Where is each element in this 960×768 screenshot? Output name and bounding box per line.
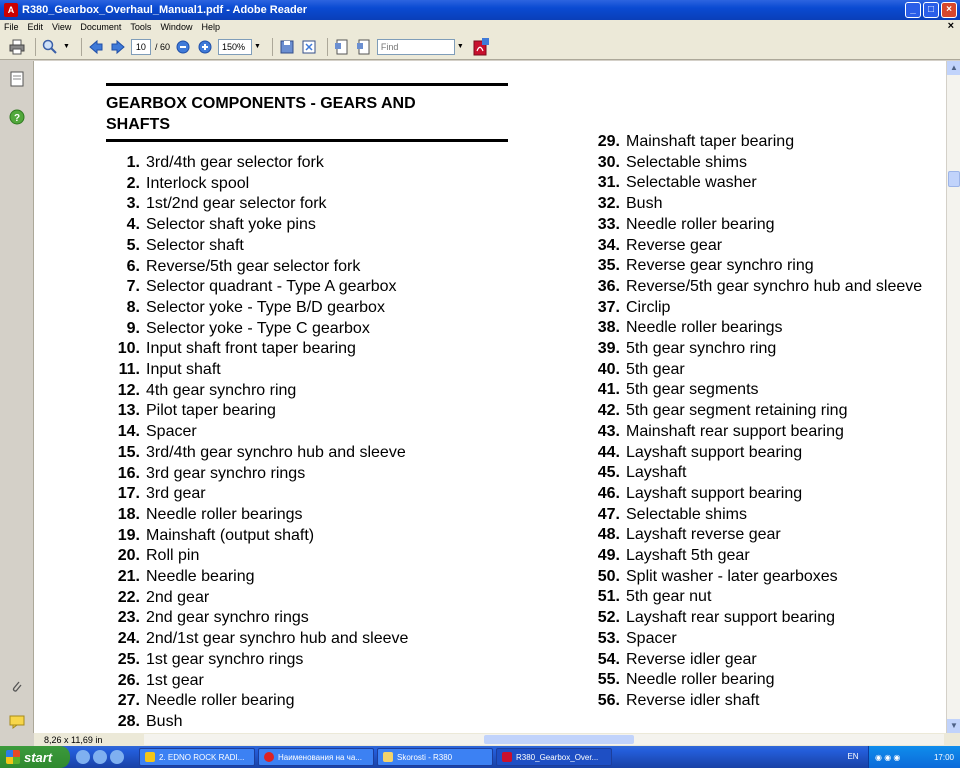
- item-text: Reverse gear: [626, 236, 723, 254]
- zoom-out-icon[interactable]: [174, 38, 192, 56]
- search-icon[interactable]: [41, 38, 59, 56]
- menu-help[interactable]: Help: [201, 22, 220, 32]
- list-item: [106, 319, 408, 340]
- continuous-page-icon[interactable]: [355, 38, 373, 56]
- item-number: 25.: [117, 650, 140, 668]
- svg-text:?: ?: [13, 113, 21, 124]
- taskbar: [0, 746, 960, 768]
- task-label: 2. EDNO ROCK RADI...: [159, 752, 245, 762]
- list-item: [106, 153, 408, 174]
- list-item: [106, 546, 408, 567]
- item-number: 46.: [597, 484, 620, 502]
- list-item: [106, 629, 408, 650]
- page-total: / 60: [154, 41, 170, 52]
- list-item: [586, 360, 922, 381]
- item-text: 2nd/1st gear synchro hub and sleeve: [146, 630, 409, 648]
- list-item: [586, 505, 922, 526]
- list-item: [586, 318, 922, 339]
- item-number: 3.: [126, 195, 140, 213]
- toolbar-separator: [327, 38, 328, 56]
- arrow-left-icon[interactable]: [87, 38, 105, 56]
- item-text: Circlip: [626, 298, 671, 316]
- list-item: [106, 671, 408, 692]
- menu-file[interactable]: File: [4, 22, 19, 32]
- list-item: [106, 174, 408, 195]
- item-text: Reverse gear synchro ring: [626, 257, 814, 275]
- list-item: [106, 712, 408, 733]
- item-number: 24.: [117, 630, 140, 648]
- item-text: Split washer - later gearboxes: [626, 567, 838, 585]
- item-text: Bush: [146, 712, 183, 730]
- item-number: 50.: [597, 567, 620, 585]
- horizontal-scrollbar[interactable]: [144, 734, 944, 745]
- item-text: Selector quadrant - Type A gearbox: [146, 278, 397, 296]
- document-close-icon[interactable]: ×: [947, 20, 954, 32]
- item-number: 53.: [597, 629, 620, 647]
- task-label: Наименования на ча...: [278, 752, 362, 762]
- navigation-sidebar: [0, 61, 34, 733]
- comments-icon[interactable]: [8, 715, 26, 733]
- system-tray: [847, 746, 960, 768]
- adobe-reader-icon: [502, 752, 512, 762]
- item-text: Roll pin: [146, 547, 200, 565]
- menu-view[interactable]: View: [52, 22, 72, 32]
- list-item: [106, 526, 408, 547]
- list-item: [106, 443, 408, 464]
- list-item: [106, 298, 408, 319]
- item-text: 3rd/4th gear synchro hub and sleeve: [146, 443, 406, 461]
- list-item: [586, 380, 922, 401]
- item-text: Selector shaft yoke pins: [146, 216, 316, 234]
- item-text: Needle roller bearing: [146, 692, 295, 710]
- save-icon[interactable]: [278, 38, 296, 56]
- item-number: 5.: [126, 236, 140, 254]
- item-text: 1st/2nd gear selector fork: [146, 195, 327, 213]
- item-number: 31.: [597, 174, 620, 192]
- item-text: Layshaft rear support bearing: [626, 609, 836, 627]
- item-text: 4th gear synchro ring: [146, 381, 297, 399]
- close-button[interactable]: ×: [941, 2, 957, 18]
- item-text: Selectable washer: [626, 174, 757, 192]
- item-number: 17.: [117, 485, 140, 503]
- taskbar-item-opera[interactable]: [258, 748, 374, 766]
- item-text: Layshaft support bearing: [626, 484, 803, 502]
- item-number: 21.: [117, 568, 140, 586]
- list-item: [586, 443, 922, 464]
- list-item: [586, 236, 922, 257]
- single-page-icon[interactable]: [333, 38, 351, 56]
- item-text: 1st gear synchro rings: [146, 650, 304, 668]
- pdf-create-icon[interactable]: [472, 38, 490, 56]
- item-number: 41.: [597, 381, 620, 399]
- item-text: 5th gear synchro ring: [626, 340, 777, 358]
- item-number: 33.: [597, 215, 620, 233]
- list-item: [106, 277, 408, 298]
- item-text: Bush: [626, 195, 663, 213]
- list-item: [106, 339, 408, 360]
- minimize-button[interactable]: _: [905, 2, 921, 18]
- taskbar-item-folder[interactable]: [377, 748, 493, 766]
- scroll-thumb[interactable]: [948, 171, 960, 187]
- item-number: 55.: [597, 671, 620, 689]
- item-text: Mainshaft rear support bearing: [626, 422, 844, 440]
- list-item: [586, 629, 922, 650]
- maximize-button[interactable]: □: [923, 2, 939, 18]
- toolbar-separator: [272, 38, 273, 56]
- item-number: 52.: [597, 609, 620, 627]
- item-number: 9.: [126, 319, 140, 337]
- item-number: 14.: [117, 423, 140, 441]
- item-text: Reverse idler shaft: [626, 691, 760, 709]
- item-text: Reverse/5th gear synchro hub and sleeve: [626, 277, 923, 295]
- list-item: [106, 422, 408, 443]
- list-item: [586, 670, 922, 691]
- item-number: 4.: [126, 216, 140, 234]
- item-text: 5th gear nut: [626, 588, 712, 606]
- list-item: [106, 257, 408, 278]
- heading-line-2: SHAFTS: [106, 116, 170, 133]
- list-item: [586, 132, 922, 153]
- item-number: 19.: [117, 526, 140, 544]
- list-item: [106, 236, 408, 257]
- item-number: 26.: [117, 671, 140, 689]
- start-label: start: [24, 749, 53, 765]
- parts-list-left: [106, 153, 408, 733]
- item-text: 3rd gear: [146, 485, 206, 503]
- item-text: Input shaft front taper bearing: [146, 340, 356, 358]
- arrow-right-icon[interactable]: [109, 38, 127, 56]
- item-number: 7.: [126, 278, 140, 296]
- item-number: 45.: [597, 464, 620, 482]
- clock: 17:00: [933, 752, 954, 762]
- item-number: 28.: [117, 712, 140, 730]
- item-text: Selectable shims: [626, 153, 747, 171]
- horizontal-scroll-thumb[interactable]: [484, 735, 634, 744]
- menu-tools[interactable]: Tools: [130, 22, 152, 32]
- list-item: [106, 360, 408, 381]
- list-item: [586, 256, 922, 277]
- pages-panel-icon[interactable]: [8, 71, 26, 89]
- item-text: Needle roller bearing: [626, 215, 775, 233]
- item-number: 49.: [597, 547, 620, 565]
- menu-document[interactable]: Document: [80, 22, 122, 32]
- item-text: 5th gear segments: [626, 381, 759, 399]
- list-item: [106, 194, 408, 215]
- item-text: 3rd gear synchro rings: [146, 464, 306, 482]
- attachment-icon[interactable]: [8, 679, 26, 697]
- item-text: Interlock spool: [146, 174, 250, 192]
- scroll-up-icon[interactable]: ▲: [947, 61, 960, 75]
- document-viewport[interactable]: [34, 61, 946, 733]
- tray-icons[interactable]: ◉ ◉ ◉: [875, 752, 901, 762]
- status-bar: [34, 733, 960, 746]
- quick-launch-icon[interactable]: [110, 750, 124, 764]
- item-text: Layshaft: [626, 464, 687, 482]
- scroll-down-icon[interactable]: ▼: [947, 719, 960, 733]
- window-titlebar: [0, 0, 960, 20]
- item-number: 48.: [597, 526, 620, 544]
- list-item: [106, 650, 408, 671]
- item-number: 43.: [597, 422, 620, 440]
- item-number: 36.: [597, 277, 620, 295]
- parts-list-right: [586, 132, 922, 712]
- task-label: Skorosti - R380: [397, 752, 453, 762]
- list-item: [586, 650, 922, 671]
- item-number: 44.: [597, 443, 620, 461]
- item-number: 39.: [597, 340, 620, 358]
- list-item: [106, 608, 408, 629]
- item-number: 38.: [597, 319, 620, 337]
- item-number: 51.: [597, 588, 620, 606]
- list-item: [106, 215, 408, 236]
- list-item: [586, 215, 922, 236]
- list-item: [586, 173, 922, 194]
- menu-bar: [0, 20, 960, 34]
- find-input[interactable]: [377, 39, 455, 55]
- toolbar: [0, 34, 960, 60]
- zoom-in-icon[interactable]: [196, 38, 214, 56]
- item-text: Mainshaft taper bearing: [626, 133, 795, 150]
- list-item: [586, 298, 922, 319]
- find-dropdown-icon[interactable]: ▼: [456, 43, 464, 50]
- list-item: [106, 567, 408, 588]
- item-number: 42.: [597, 402, 620, 420]
- item-number: 40.: [597, 360, 620, 378]
- item-text: Layshaft reverse gear: [626, 526, 781, 544]
- item-text: Selector yoke - Type C gearbox: [146, 319, 370, 337]
- windows-logo-icon: [6, 750, 20, 764]
- list-item: [586, 153, 922, 174]
- language-indicator[interactable]: EN: [847, 752, 859, 761]
- list-item: [586, 194, 922, 215]
- list-item: [586, 608, 922, 629]
- item-text: 5th gear: [626, 360, 685, 378]
- list-item: [106, 505, 408, 526]
- item-number: 2.: [126, 174, 140, 192]
- list-item: [586, 587, 922, 608]
- item-text: 2nd gear synchro rings: [146, 609, 309, 627]
- page-number-input[interactable]: [131, 39, 151, 55]
- folder-icon: [383, 752, 393, 762]
- taskbar-item-adobe-reader[interactable]: [496, 748, 612, 766]
- item-number: 47.: [597, 505, 620, 523]
- list-item: [586, 422, 922, 443]
- item-text: 3rd/4th gear selector fork: [146, 154, 324, 171]
- item-number: 22.: [117, 588, 140, 606]
- fit-page-icon[interactable]: [300, 38, 318, 56]
- item-number: 56.: [597, 691, 620, 709]
- list-item: [586, 546, 922, 567]
- zoom-input[interactable]: [218, 39, 252, 55]
- list-item: [586, 339, 922, 360]
- item-number: 1.: [126, 154, 140, 171]
- item-text: Needle roller bearings: [626, 319, 783, 337]
- list-item: [586, 277, 922, 298]
- item-number: 54.: [597, 650, 620, 668]
- list-item: [106, 464, 408, 485]
- item-number: 16.: [117, 464, 140, 482]
- list-item: [106, 484, 408, 505]
- item-number: 35.: [597, 257, 620, 275]
- item-text: Spacer: [626, 629, 677, 647]
- zoom-dropdown-icon[interactable]: ▼: [253, 43, 261, 50]
- list-item: [106, 691, 408, 712]
- quick-launch-icon[interactable]: [76, 750, 90, 764]
- item-number: 15.: [117, 443, 140, 461]
- opera-icon: [264, 752, 274, 762]
- item-text: Layshaft support bearing: [626, 443, 803, 461]
- item-number: 34.: [597, 236, 620, 254]
- item-text: Pilot taper bearing: [146, 402, 276, 420]
- item-text: Layshaft 5th gear: [626, 547, 750, 565]
- item-text: Needle bearing: [146, 568, 255, 586]
- item-number: 11.: [118, 361, 140, 379]
- item-number: 27.: [117, 692, 140, 710]
- taskbar-item-media[interactable]: [139, 748, 255, 766]
- item-number: 8.: [126, 298, 140, 316]
- item-text: Needle roller bearings: [146, 505, 303, 523]
- item-number: 32.: [597, 195, 620, 213]
- item-text: 1st gear: [146, 671, 204, 689]
- menu-window[interactable]: Window: [160, 22, 193, 32]
- item-text: Reverse idler gear: [626, 650, 757, 668]
- item-text: Input shaft: [146, 361, 221, 379]
- list-item: [106, 588, 408, 609]
- list-item: [106, 381, 408, 402]
- printer-icon[interactable]: [8, 38, 26, 56]
- start-button[interactable]: [0, 746, 70, 768]
- list-item: [586, 525, 922, 546]
- adobe-reader-icon: A: [4, 3, 18, 17]
- item-text: Mainshaft (output shaft): [146, 526, 315, 544]
- item-number: 18.: [117, 505, 140, 523]
- item-number: 10.: [117, 340, 140, 358]
- toolbar-separator: [35, 38, 36, 56]
- heading-line-1: GEARBOX COMPONENTS - GEARS AND: [106, 95, 416, 112]
- list-item: [106, 401, 408, 422]
- item-number: 20.: [117, 547, 140, 565]
- help-icon[interactable]: [8, 109, 26, 127]
- list-item: [586, 691, 922, 712]
- item-text: Spacer: [146, 423, 197, 441]
- quick-launch-icon[interactable]: [93, 750, 107, 764]
- page-heading: [106, 83, 508, 142]
- task-label: R380_Gearbox_Over...: [516, 752, 599, 762]
- item-number: 23.: [117, 609, 140, 627]
- item-number: 13.: [117, 402, 140, 420]
- item-text: 5th gear segment retaining ring: [626, 402, 848, 420]
- item-text: Selector yoke - Type B/D gearbox: [146, 298, 385, 316]
- item-number: 30.: [597, 153, 620, 171]
- item-number: 29.: [597, 133, 620, 150]
- item-text: Needle roller bearing: [626, 671, 775, 689]
- vertical-scrollbar[interactable]: [946, 61, 960, 733]
- item-text: 2nd gear: [146, 588, 210, 606]
- window-title: R380_Gearbox_Overhaul_Manual1.pdf - Adobe Reader: [22, 4, 308, 16]
- item-text: Selectable shims: [626, 505, 747, 523]
- item-number: 12.: [117, 381, 140, 399]
- item-text: Reverse/5th gear selector fork: [146, 257, 361, 275]
- list-item: [586, 401, 922, 422]
- list-item: [586, 484, 922, 505]
- list-item: [586, 567, 922, 588]
- page-size-label: 8,26 x 11,69 in: [44, 734, 103, 745]
- item-number: 6.: [126, 257, 140, 275]
- item-text: Selector shaft: [146, 236, 244, 254]
- search-dropdown-icon[interactable]: ▼: [63, 43, 70, 50]
- app-icon: [145, 752, 155, 762]
- item-number: 37.: [597, 298, 620, 316]
- toolbar-separator: [81, 38, 82, 56]
- quick-launch: [76, 750, 136, 764]
- menu-edit[interactable]: Edit: [27, 22, 44, 32]
- list-item: [586, 463, 922, 484]
